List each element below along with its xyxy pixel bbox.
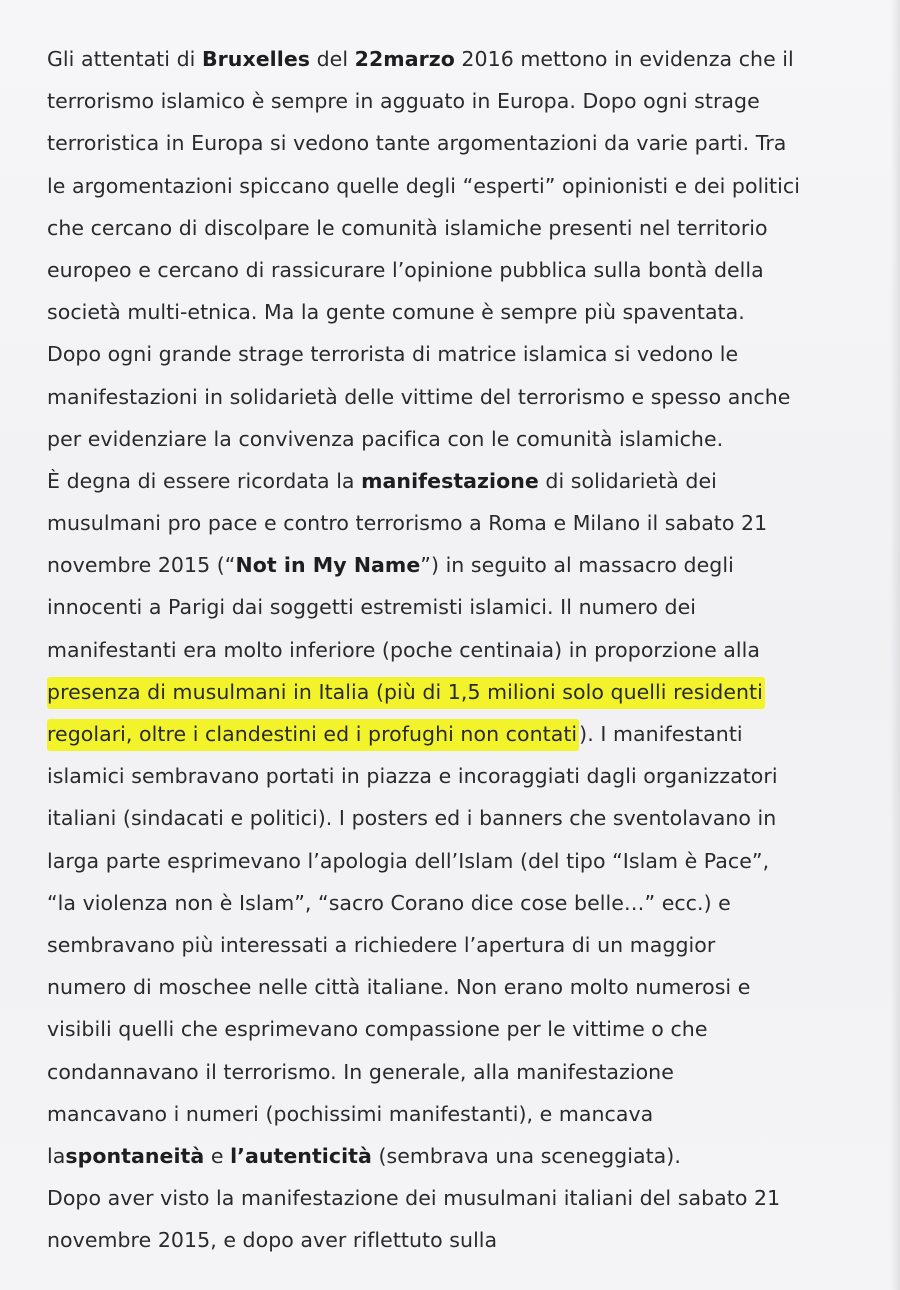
text-line [47,924,892,966]
bold-text: manifestazione [361,468,539,493]
text-segment: sembravano più interessati a richiedere l’apertura di un maggior [47,932,716,957]
text-line [47,249,892,291]
text-line [47,713,892,755]
text-segment: 2016 mettono in evidenza che il [454,47,794,71]
text-segment: manifestanti era molto inferiore (poche centinaia) in proporzione alla [47,637,761,662]
text-line [47,376,892,418]
text-segment: Dopo aver visto la manifestazione dei musulmani italiani del sabato 21 [47,1186,781,1211]
bold-text: l’autenticità [230,1143,372,1168]
text-segment: larga parte esprimevano l’apologia dell’Islam (del tipo “Islam è Pace”, [47,848,770,873]
text-line [47,1093,892,1135]
text-segment: italiani (sindacati e politici). I posters ed i banners che sventolavano in [47,806,777,831]
text-segment: per evidenziare la convivenza pacifica con le comunità islamiche. [47,426,724,451]
text-segment: innocenti a Parigi dai soggetti estremisti islamici. Il numero dei [47,595,697,620]
text-segment: ). I manifestanti [579,722,743,746]
text-segment: Dopo ogni grande strage terrorista di matrice islamica si vedono le [47,342,739,367]
text-segment: che cercano di discolpare le comunità islamiche presenti nel territorio [47,215,768,240]
text-segment: visibili quelli che esprimevano compassione per le vittime o che [47,1017,708,1042]
bold-text: Bruxelles [201,47,311,71]
text-segment: di solidarietà dei [538,468,717,493]
article-text [47,38,892,1261]
text-segment: società multi-etnica. Ma la gente comune è sempre più spaventata. [47,300,745,325]
text-segment: “la violenza non è Islam”, “sacro Corano dice cose belle…” ecc.) e [47,890,731,915]
text-line [47,544,892,586]
text-line [47,460,892,502]
text-line [47,966,892,1008]
text-segment: terroristica in Europa si vedono tante argomentazioni da varie parti. Tra [47,131,787,156]
text-line [47,1177,892,1219]
text-segment: È degna di essere ricordata la [47,468,362,493]
text-line [47,671,892,713]
text-segment: mancavano i numeri (pochissimi manifestanti), e mancava [47,1101,654,1126]
text-line [47,1135,892,1177]
text-line [47,755,892,797]
highlighted-text: presenza di musulmani in Italia (più di 1,5 milioni solo quelli residenti [47,677,765,709]
text-line [47,122,892,164]
text-segment: numero di moschee nelle città italiane. Non erano molto numerosi e [47,975,751,1000]
text-line [47,38,892,80]
text-segment: del [310,47,355,71]
text-segment: la [47,1143,66,1168]
highlighted-text: regolari, oltre i clandestini ed i profughi non contati [47,719,579,751]
text-segment: le argomentazioni spiccano quelle degli “esperti” opinionisti e dei politici [47,173,800,198]
text-line [47,418,892,460]
text-line [47,1051,892,1093]
bold-text: spontaneità [65,1143,205,1168]
text-segment: europeo e cercano di rassicurare l’opinione pubblica sulla bontà della [47,257,764,282]
text-segment: terrorismo islamico è sempre in agguato in Europa. Dopo ogni strage [47,89,760,114]
text-line [47,1219,892,1261]
text-line [47,629,892,671]
bold-text: Not in My Name [235,553,421,578]
text-segment: ”) in seguito al massacro degli [420,553,734,578]
text-line [47,882,892,924]
text-line [47,502,892,544]
text-segment: islamici sembravano portati in piazza e incoraggiati dagli organizzatori [47,764,778,789]
text-line [47,165,892,207]
text-segment: (sembrava una sceneggiata). [371,1143,681,1168]
text-segment: musulmani pro pace e contro terrorismo a Roma e Milano il sabato 21 [47,511,768,536]
text-line [47,1008,892,1050]
bold-text: 22marzo [354,47,455,71]
text-line [47,291,892,333]
text-line [47,797,892,839]
text-segment: condannavano il terrorismo. In generale, alla manifestazione [47,1059,674,1084]
text-segment: novembre 2015, e dopo aver riflettuto sulla [47,1228,498,1253]
text-segment: Gli attentati di [47,47,202,71]
text-line [47,207,892,249]
text-segment: manifestazioni in solidarietà delle vittime del terrorismo e spesso anche [47,384,791,409]
text-line [47,840,892,882]
text-line [47,80,892,122]
page-edge-shadow [890,0,900,1290]
text-segment: novembre 2015 (“ [47,553,236,578]
text-segment: e [204,1143,231,1168]
text-line [47,333,892,375]
text-line [47,586,892,628]
